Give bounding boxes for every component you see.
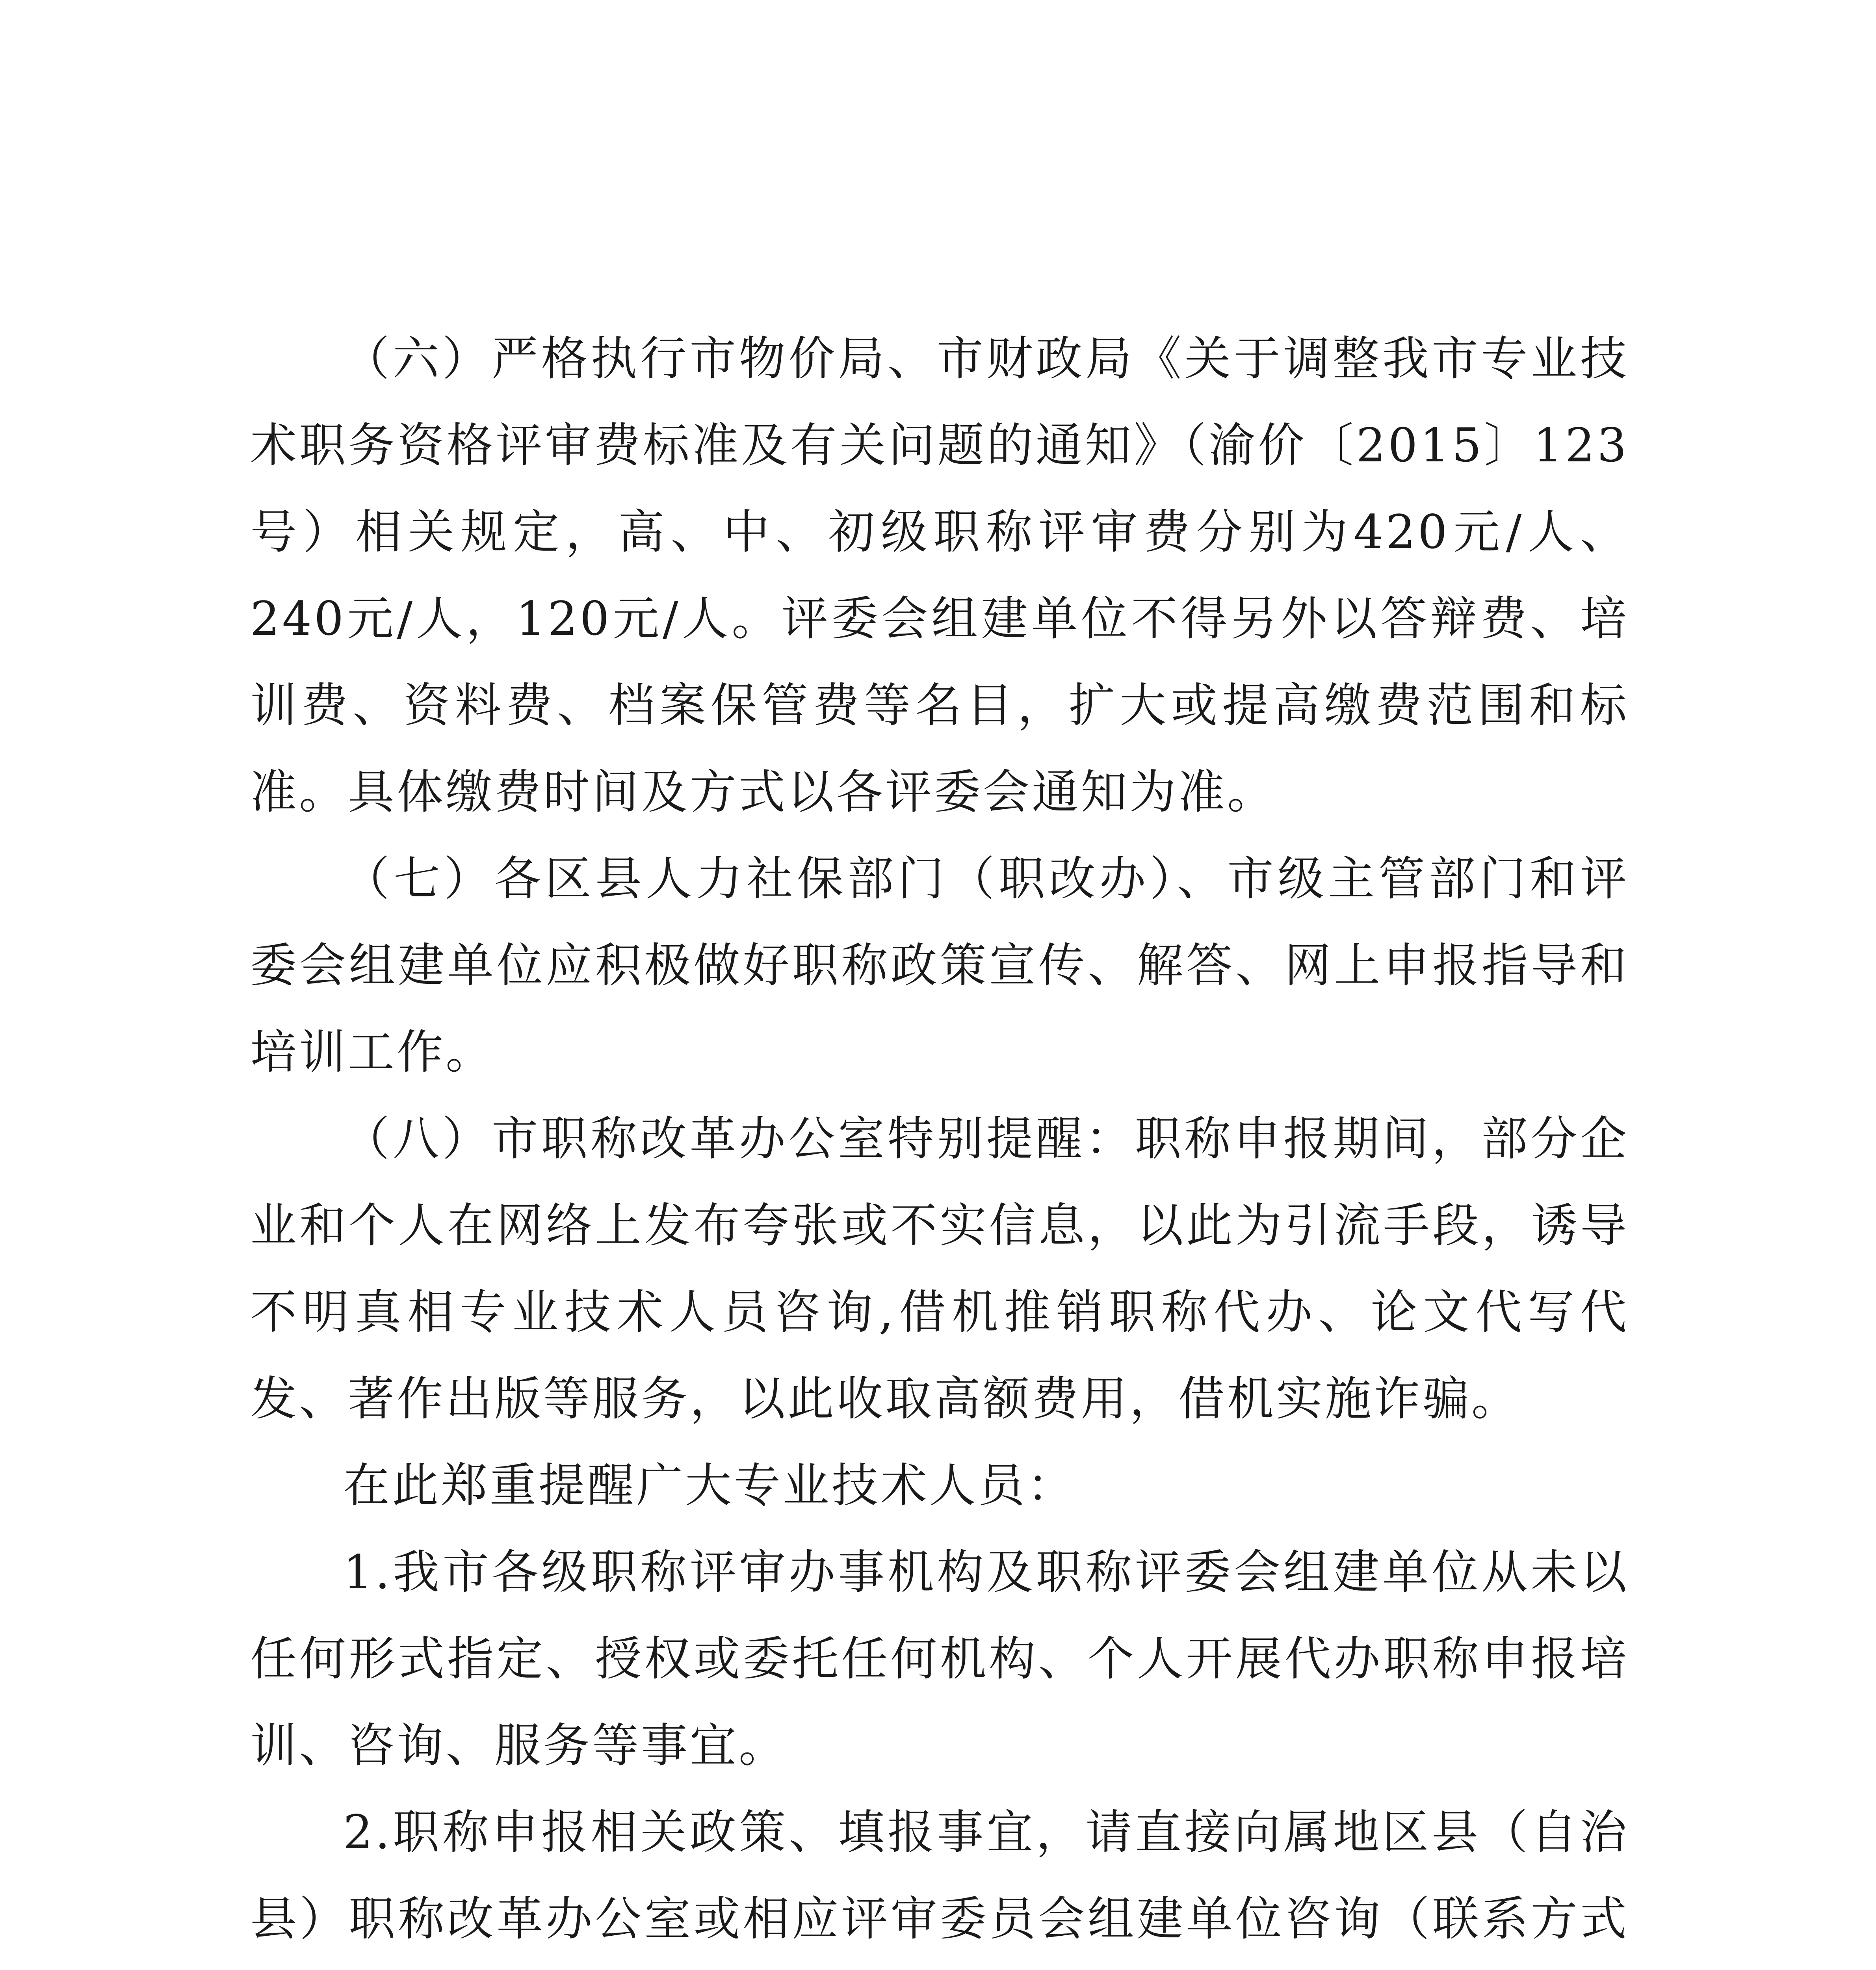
paragraph-seven: （七）各区县人力社保部门（职改办）、市级主管部门和评委会组建单位应积极做好职称政策宣传、解答、网上申报指导和培训工作。 [250, 851, 1629, 1079]
paragraph-six: （六）严格执行市物价局、市财政局《关于调整我市专业技术职务资格评审费标准及有关问题的通知》（渝价〔2015〕123号）相关规定，高、中、初级职称评审费分别为420元/人、240元/人，120元/人。评委会组建单位不得另外以答辩费、培训费、资料费、档案保管费等名目，扩大或提高缴费范围和标准。具体缴费时间及方式以各评委会通知为准。 [250, 331, 1629, 819]
paragraph-eight: （八）市职称改革办公室特别提醒：职称申报期间，部分企业和个人在网络上发布夸张或不实信息，以此为引流手段，诱导不明真相专业技术人员咨询,借机推销职称代办、论文代写代发、著作出版等服务，以此收取高额费用，借机实施诈骗。 [250, 1111, 1629, 1426]
paragraph-reminder-2: 2.职称申报相关政策、填报事宜，请直接向属地区县（自治县）职称改革办公室或相应评审委员会组建单位咨询（联系方式 [250, 1805, 1629, 1946]
paragraph-reminder-intro: 在此郑重提醒广大专业技术人员： [343, 1458, 1076, 1513]
document-body [250, 315, 1629, 1970]
paragraph-reminder-1: 1.我市各级职称评审办事机构及职称评委会组建单位从未以任何形式指定、授权或委托任何机构、个人开展代办职称申报培训、咨询、服务等事宜。 [250, 1545, 1629, 1773]
